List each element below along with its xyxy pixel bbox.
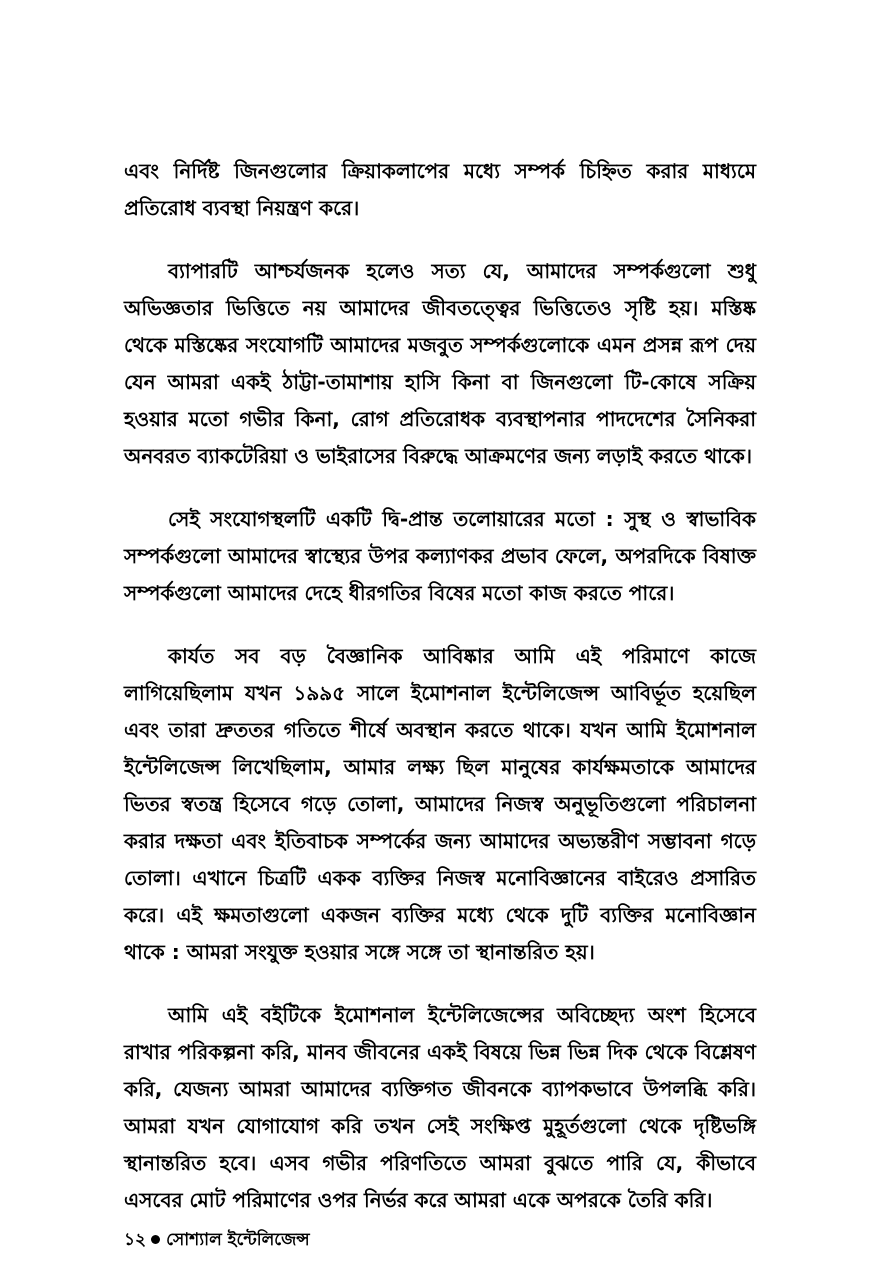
running-title: সোশ্যাল ইন্টেলিজেন্স bbox=[166, 1230, 310, 1250]
paragraph-biology-relationships: ব্যাপারটি আশ্চর্যজনক হলেও সত্য যে, আমাদের সম্পর্কগুলো শুধু অভিজ্ঞতার ভিত্তিতে নয় আমাদের জীবতত্ত্বের ভিত্তিতেও সৃষ্টি হয়। মস্তিষ্ক থেকে মস্তিষ্কের সংযোগটি আমাদের মজবুত সম্পর্কগুলোকে এমন প্রসন্ন রূপ দেয় যেন আমরা একই ঠাট্টা-তামাশায় হাসি কিনা বা জিনগুলো টি-কোষে সক্রিয় হওয়ার মতো গভীর কিনা, রোগ প্রতিরোধক ব্যবস্থাপনার পাদদেশের সৈনিকরা অনবরত ব্যাকটেরিয়া ও ভাইরাসের বিরুদ্ধে আক্রমণের জন্য লড়াই করতে থাকে। bbox=[124, 259, 756, 468]
paragraph-continuation: এবং নির্দিষ্ট জিনগুলোর ক্রিয়াকলাপের মধ্যে সম্পর্ক চিহ্নিত করার মাধ্যমে প্রতিরোধ ব্যবস্থা নিয়ন্ত্রণ করে। bbox=[124, 159, 756, 220]
paragraph-scientific-discoveries: কার্যত সব বড় বৈজ্ঞানিক আবিষ্কার আমি এই পরিমাণে কাজে লাগিয়েছিলাম যখন ১৯৯৫ সালে ইমোশনাল ইন্টেলিজেন্স আবির্ভূত হয়েছিল এবং তারা দ্রুততর গতিতে শীর্ষে অবস্থান করতে থাকে। যখন আমি ইমোশনাল ইন্টেলিজেন্স লিখেছিলাম, আমার লক্ষ্য ছিল মানুষের কার্যক্ষমতাকে আমাদের ভিতর স্বতন্ত্র হিসেবে গড়ে তোলা, আমাদের নিজস্ব অনুভূতিগুলো পরিচালনা করার দক্ষতা এবং ইতিবাচক সম্পর্কের জন্য আমাদের অভ্যন্তরীণ সম্ভাবনা গড়ে তোলা। এখানে চিত্রটি একক ব্যক্তির নিজস্ব মনোবিজ্ঞানের বাইরেও প্রসারিত করে। এই ক্ষমতাগুলো একজন ব্যক্তির মধ্যে থেকে দুটি ব্যক্তির মনোবিজ্ঞান থাকে : আমরা সংযুক্ত হওয়ার সঙ্গে সঙ্গে তা স্থানান্তরিত হয়। bbox=[124, 644, 756, 964]
bullet-separator-icon bbox=[151, 1235, 160, 1244]
page-body bbox=[124, 153, 756, 1245]
paragraph-double-edged-sword: সেই সংযোগস্থলটি একটি দ্বি-প্রান্ত তলোয়ারের মতো : সুস্থ ও স্বাভাবিক সম্পর্কগুলো আমাদের স্বাস্থ্যের উপর কল্যাণকর প্রভাব ফেলে, অপরদিকে বিষাক্ত সম্পর্কগুলো আমাদের দেহে ধীরগতির বিষের মতো কাজ করতে পারে। bbox=[124, 507, 756, 605]
paragraph-book-plan: আমি এই বইটিকে ইমোশনাল ইন্টেলিজেন্সের অবিচ্ছেদ্য অংশ হিসেবে রাখার পরিকল্পনা করি, মানব জীবনের একই বিষয়ে ভিন্ন ভিন্ন দিক থেকে বিশ্লেষণ করি, যেজন্য আমরা আমাদের ব্যক্তিগত জীবনকে ব্যাপকভাবে উপলব্ধি করি। আমরা যখন যোগাযোগ করি তখন সেই সংক্ষিপ্ত মুহূর্তগুলো থেকে দৃষ্টিভঙ্গি স্থানান্তরিত হবে। এসব গভীর পরিণতিতে আমরা বুঝতে পারি যে, কীভাবে এসবের মোট পরিমাণের ওপর নির্ভর করে আমরা একে অপরকে তৈরি করি। bbox=[124, 1003, 756, 1212]
page-number: ১২ bbox=[124, 1230, 147, 1250]
page-footer bbox=[124, 1228, 310, 1252]
